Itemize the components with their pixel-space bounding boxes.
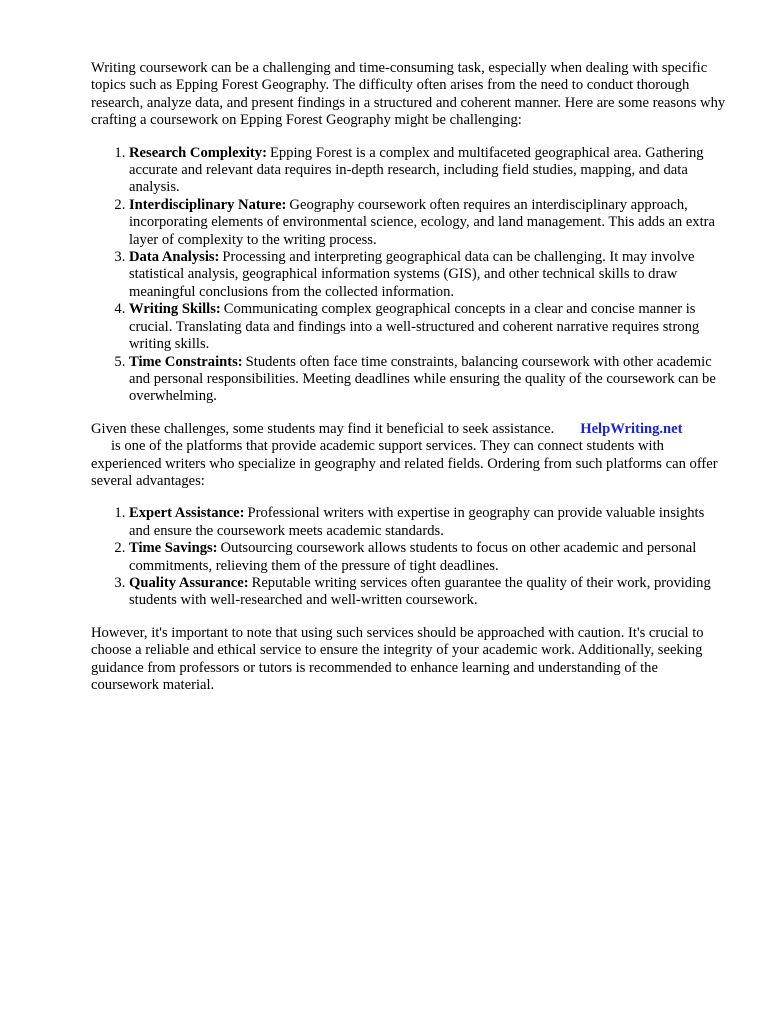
item-text: Outsourcing coursework allows students to focus on other academic and personal commitments, relieving them of the pressure of tight deadlines.: [129, 540, 697, 574]
item-term: Writing Skills:: [129, 301, 221, 318]
intro-paragraph: Writing coursework can be a challenging and time-consuming task, especially when dealing with specific topics such as Epping Forest Geography. The difficulty often arises from the need to conduct thorough research, analyze data, and present findings in a structured and coherent manner. Here are some reasons why crafting a coursework on Epping Forest Geography might be challenging:: [91, 60, 726, 129]
item-term: Interdisciplinary Nature:: [129, 196, 287, 213]
item-text: Students often face time constraints, balancing coursework with other academic and personal responsibilities. Meeting deadlines while ensuring the quality of the coursework can be overwhelming.: [129, 353, 716, 405]
item-text: Professional writers with expertise in geography can provide valuable insights and ensure the coursework meets academic standards.: [129, 505, 705, 539]
item-term: Data Analysis:: [129, 249, 220, 266]
list-item: [129, 145, 727, 197]
list-item: [129, 197, 727, 249]
assistance-lead: Given these challenges, some students may find it beneficial to seek assistance.: [91, 420, 555, 437]
document-page: [91, 60, 727, 694]
list-item: [129, 575, 727, 610]
item-term: Expert Assistance:: [129, 505, 245, 522]
item-text: Geography coursework often requires an interdisciplinary approach, incorporating elements of environmental science, ecology, and land management. This adds an extra layer of complexity to the writing process.: [129, 196, 715, 248]
list-item: [129, 505, 727, 540]
item-term: Time Savings:: [129, 540, 218, 557]
list-item: [129, 301, 727, 353]
helpwriting-link[interactable]: HelpWriting.net: [580, 420, 683, 437]
advantages-list: [91, 505, 727, 609]
item-term: Research Complexity:: [129, 144, 267, 161]
assistance-rest: is one of the platforms that provide academic support services. They can connect students with experienced writers who specialize in geography and related fields. Ordering from such platforms can offer several advantages:: [91, 438, 718, 489]
item-text: Epping Forest is a complex and multifaceted geographical area. Gathering accurate and relevant data requires in-depth research, including field studies, mapping, and data analysis.: [129, 144, 704, 196]
item-text: Communicating complex geographical concepts in a clear and concise manner is crucial. Translating data and findings into a well-structured and coherent narrative requires strong writing skills.: [129, 301, 700, 353]
item-text: Reputable writing services often guarantee the quality of their work, providing students with well-researched and well-written coursework.: [129, 574, 711, 609]
item-term: Quality Assurance:: [129, 574, 249, 591]
assistance-paragraph: [91, 421, 727, 491]
closing-paragraph: However, it's important to note that using such services should be approached with caution. It's crucial to choose a reliable and ethical service to ensure the integrity of your academic work. Additionally, seeking guidance from professors or tutors is recommended to enhance learning and understanding of the coursework material.: [91, 624, 704, 693]
challenges-list: [91, 145, 727, 406]
item-text: Processing and interpreting geographical data can be challenging. It may involve statistical analysis, geographical information systems (GIS), and other technical skills to draw meaningful conclusions from the collected information.: [129, 249, 695, 300]
list-item: [129, 354, 727, 406]
item-term: Time Constraints:: [129, 353, 243, 370]
list-item: [129, 540, 727, 575]
list-item: [129, 249, 727, 301]
